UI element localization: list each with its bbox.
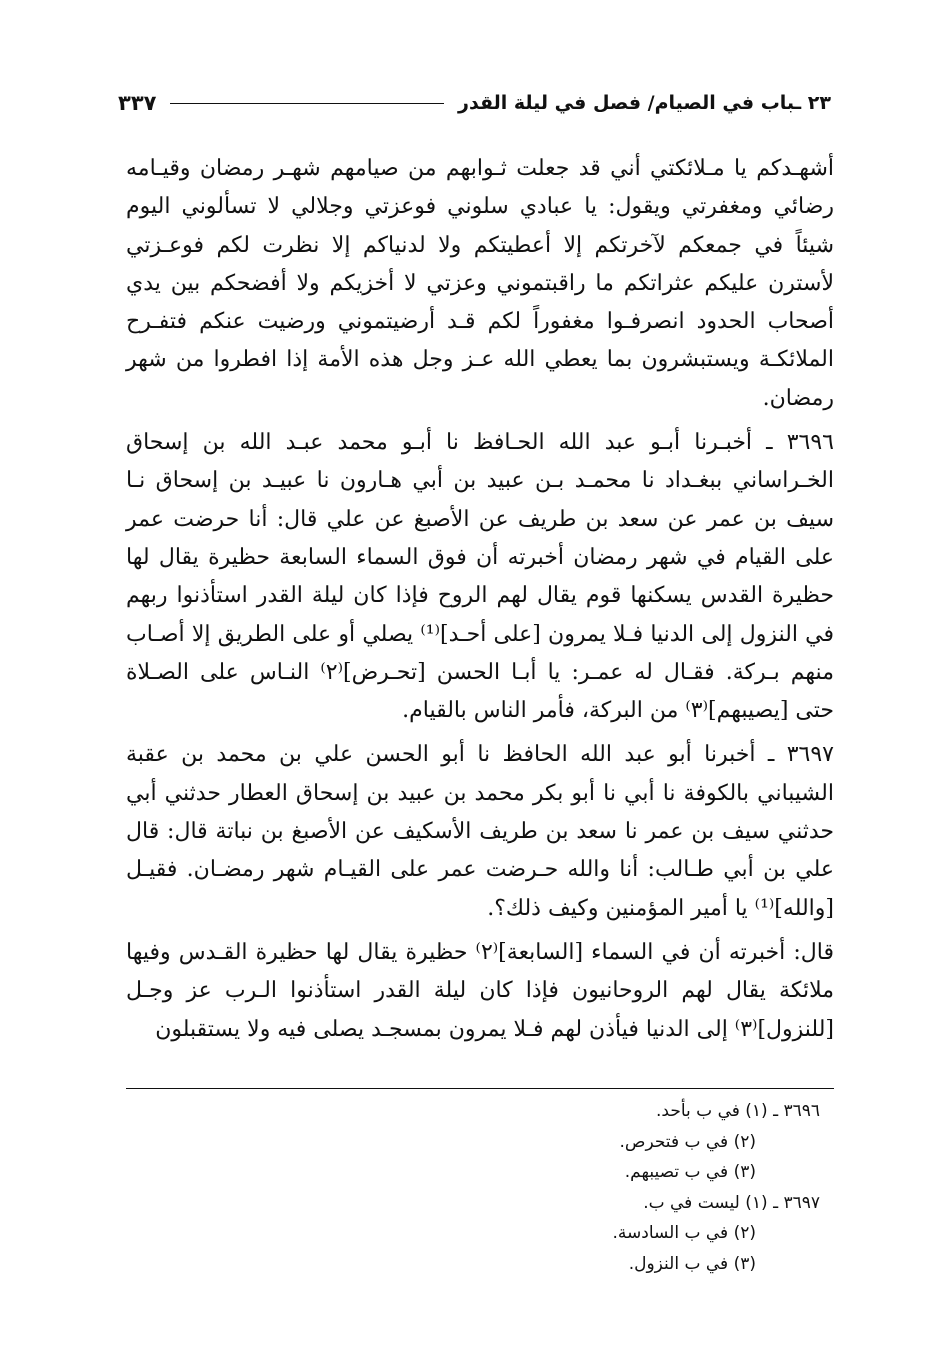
footnote-3697-3: (٣) في ب النزول.: [628, 1253, 756, 1274]
footnote-3696-3: (٣) في ب تصيبهم.: [624, 1162, 756, 1182]
paragraph-continuation: أشهـدكم يا مـلائكتي أني قد جعلت ثـوابهم من صيامهم شهـر رمضان وقيـامه رضائي ومغفرتي ويقول: يا عبادي سلوني فوعزتي وجلالي لا تسألوني اليوم شيئاً في جمعكم لآخرتكم إلا أعطيتكم ولا لدنياكم إلا نظرت لكم فوعـزتي لأسترن عليكم عثراتكم ما راقبتموني وعزتي لا أخزيكم ولا أفضحكم بين يدي أصحاب الحدود انصرفـوا مغفوراً لكم قـد أرضيتموني ورضيت عنكم فتفـرح الملائكـة ويستبشرون بما يعطي الله عـز وجل هذه الأمة إذا افطروا من شهر رمضان.: [126, 156, 834, 411]
footnote-3696-2: (٢) في ب فتحرص.: [619, 1131, 756, 1152]
running-header: [118, 86, 831, 120]
chapter-title: ٢٣ ـباب في الصيام/ فصل في ليلة القدر: [458, 92, 831, 114]
footnote-3697-2: (٢) في ب السادسة.: [612, 1223, 756, 1243]
hadith-3697: ٣٦٩٧ ـ أخبرنا أبو عبد الله الحافظ نا أبو الحسن علي بن محمد بن عقبة الشيباني بالكوفة نا أبي نا أبو بكر محمد بن عبيد بن إسحاق العطار حدثني أبي حدثني سيف بن عمر نا سعد بن طريف الأسكيف عن الأصبغ بن نباتة قال: قال علي بن أبي طـالب: أنا والله حـرضت عمر على القيـام شهر رمضـان. فقيـل [والله]⁽¹⁾ يا أمير المؤمنين وكيف ذلك؟.: [126, 742, 834, 921]
footnote-separator: [126, 1088, 834, 1089]
hadith-3696: ٣٦٩٦ ـ أخبـرنا أبـو عبد الله الحـافظ نا أبـو محمد عبـد الله بن إسحاق الخـراساني ببغـداد نا محمـد بـن عبيد بن أبي هـارون نا عبيـد بن إسحاق نـا سيف بن عمر عن سعد بن طريف عن الأصبغ عن علي قال: أنا حرضت عمر على القيام في شهر رمضان أخبرته أن فوق السماء السابعة حظيرة يقال لها حظيرة القدس يسكنها قوم يقال لهم الروح فإذا كان ليلة القدر استأذنوا ربهم في النزول إلى الدنيا فـلا يمرون [على أحـد]⁽¹⁾ يصلي أو على الطريق إلا أصـاب منهم بـركة. فقـال له عمـر: يا أبـا الحسن [تحـرض]⁽٢⁾ النـاس على الصـلاة حتى [يصيبهم]⁽٣⁾ من البركة، فأمر الناس بالقيام.: [126, 430, 835, 724]
header-rule: [170, 103, 444, 104]
hadith-3697-continued: قال: أخبرته أن في السماء [السابعة]⁽٢⁾ حظيرة يقال لها حظيرة القـدس وفيها ملائكة يقال لهم الروحانيون فإذا كان ليلة القدر استأذنوا الـرب عز وجـل [للنزول]⁽٣⁾ إلى الدنيا فيأذن لهم فـلا يمرون بمسجـد يصلى فيه ولا يستقبلون: [126, 939, 834, 1042]
page-number: ٣٣٧: [118, 91, 157, 115]
footnotes: [300, 1096, 820, 1279]
footnote-3697-1: ٣٦٩٧ ـ (١) ليست في ب.: [643, 1192, 820, 1213]
footnote-3696-1: ٣٦٩٦ ـ (١) في ب بأحد.: [656, 1101, 820, 1121]
main-text: [126, 150, 834, 1049]
